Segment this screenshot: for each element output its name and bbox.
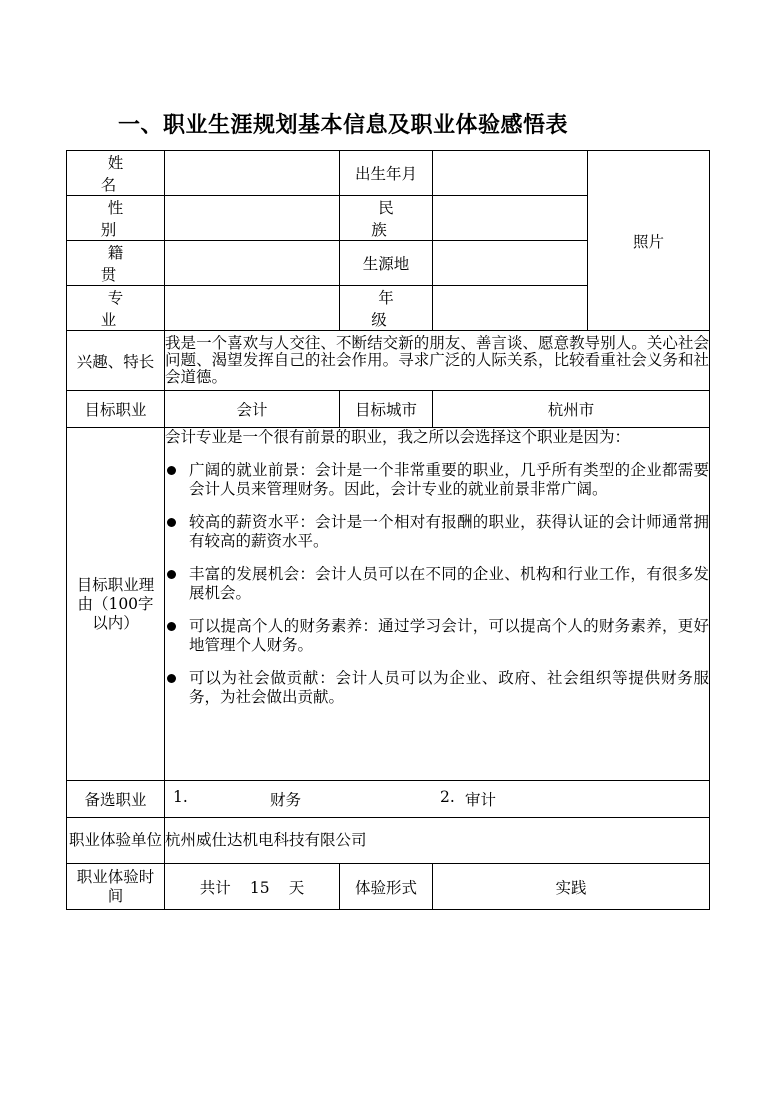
reason-point-text: 较高的薪资水平：会计是一个相对有报酬的职业，获得认证的会计师通常拥有较高的薪资水平。 bbox=[189, 513, 709, 550]
time-value[interactable] bbox=[165, 864, 340, 910]
reason-point-text: 可以提高个人的财务素养：通过学习会计，可以提高个人的财务素养，更好地管理个人财务。 bbox=[189, 617, 709, 654]
name-value[interactable] bbox=[165, 151, 340, 196]
row-alternative bbox=[67, 781, 710, 818]
alternative-label: 备选职业 bbox=[67, 781, 165, 818]
form-label: 体验形式 bbox=[340, 864, 433, 910]
grade-value[interactable] bbox=[433, 286, 588, 331]
alternative-value[interactable] bbox=[165, 781, 710, 818]
row-target bbox=[67, 391, 710, 428]
origin-value[interactable] bbox=[165, 241, 340, 286]
row-name bbox=[67, 151, 710, 196]
row-unit bbox=[67, 818, 710, 864]
interests-label: 兴趣、特长 bbox=[67, 331, 165, 391]
reason-point bbox=[165, 669, 709, 707]
ethnicity-label: 民 族 bbox=[340, 196, 433, 241]
row-time bbox=[67, 864, 710, 910]
bullet-icon bbox=[167, 518, 176, 527]
name-label: 姓 名 bbox=[67, 151, 165, 196]
row-interests bbox=[67, 331, 710, 391]
birth-value[interactable] bbox=[433, 151, 588, 196]
target-job-label: 目标职业 bbox=[67, 391, 165, 428]
target-job-value[interactable]: 会计 bbox=[165, 391, 340, 428]
time-days: 15 bbox=[249, 878, 270, 897]
alternative-1-number: 1. bbox=[173, 788, 188, 806]
time-prefix: 共计 bbox=[199, 878, 231, 897]
reason-label: 目标职业理由（100字以内） bbox=[67, 428, 165, 781]
alternative-2-text: 审计 bbox=[465, 791, 497, 809]
alternative-1-text: 财务 bbox=[270, 791, 302, 809]
unit-label: 职业体验单位 bbox=[67, 818, 165, 864]
grade-label: 年 级 bbox=[340, 286, 433, 331]
reason-point bbox=[165, 617, 709, 655]
reason-point bbox=[165, 565, 709, 603]
reason-point bbox=[165, 461, 709, 499]
alternative-2-number: 2. bbox=[440, 788, 455, 806]
origin-label: 籍 贯 bbox=[67, 241, 165, 286]
photo-cell[interactable]: 照片 bbox=[588, 151, 710, 331]
time-label: 职业体验时间 bbox=[67, 864, 165, 910]
major-label: 专 业 bbox=[67, 286, 165, 331]
interests-text[interactable]: 我是一个喜欢与人交往、不断结交新的朋友、善言谈、愿意教导别人。关心社会问题、渴望发挥自己的社会作用。寻求广泛的人际关系，比较看重社会义务和社会道德。 bbox=[165, 331, 710, 391]
reason-intro: 会计专业是一个很有前景的职业，我之所以会选择这个职业是因为： bbox=[165, 428, 631, 446]
bullet-icon bbox=[167, 466, 176, 475]
source-label: 生源地 bbox=[340, 241, 433, 286]
form-value[interactable]: 实践 bbox=[433, 864, 710, 910]
gender-value[interactable] bbox=[165, 196, 340, 241]
info-table bbox=[66, 150, 710, 910]
reason-list bbox=[165, 461, 709, 707]
reason-point bbox=[165, 513, 709, 551]
time-suffix: 天 bbox=[288, 878, 305, 897]
ethnicity-value[interactable] bbox=[433, 196, 588, 241]
major-value[interactable] bbox=[165, 286, 340, 331]
reason-point-text: 广阔的就业前景：会计是一个非常重要的职业，几乎所有类型的企业都需要会计人员来管理财务。因此，会计专业的就业前景非常广阔。 bbox=[189, 461, 709, 498]
bullet-icon bbox=[167, 570, 176, 579]
target-city-value[interactable]: 杭州市 bbox=[433, 391, 710, 428]
bullet-icon bbox=[167, 674, 176, 683]
unit-value[interactable]: 杭州威仕达机电科技有限公司 bbox=[165, 818, 710, 864]
page-title: 一、职业生涯规划基本信息及职业体验感悟表 bbox=[118, 113, 569, 138]
target-city-label: 目标城市 bbox=[340, 391, 433, 428]
gender-label: 性 别 bbox=[67, 196, 165, 241]
bullet-icon bbox=[167, 622, 176, 631]
row-reason bbox=[67, 428, 710, 781]
reason-point-text: 可以为社会做贡献：会计人员可以为企业、政府、社会组织等提供财务服务，为社会做出贡献。 bbox=[189, 669, 709, 706]
source-value[interactable] bbox=[433, 241, 588, 286]
reason-point-text: 丰富的发展机会：会计人员可以在不同的企业、机构和行业工作，有很多发展机会。 bbox=[189, 565, 709, 602]
reason-content[interactable] bbox=[165, 428, 710, 781]
birth-label: 出生年月 bbox=[340, 151, 433, 196]
